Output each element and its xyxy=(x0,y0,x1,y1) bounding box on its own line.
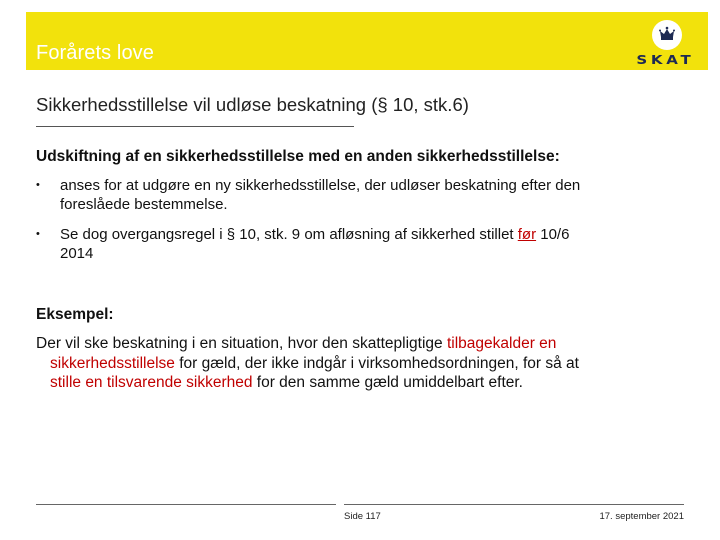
example-text: Der vil ske beskatning i en situation, hvor den skattepligtige xyxy=(36,335,447,352)
example-line xyxy=(36,373,686,393)
footer-divider xyxy=(36,504,336,505)
slide-subtitle: Sikkerhedsstillelse vil udløse beskatning (§ 10, stk.6) xyxy=(36,94,469,115)
bullet-text-line: foreslåede bestemmelse. xyxy=(60,196,228,213)
list-item xyxy=(36,176,696,214)
bullet-icon: • xyxy=(36,228,40,240)
highlight-text: sikkerhedsstillelse xyxy=(50,354,175,372)
slide-title: Forårets love xyxy=(36,42,155,64)
footer-date: 17. september 2021 xyxy=(599,511,684,522)
highlight-text: før xyxy=(517,226,537,243)
subtitle-divider xyxy=(36,126,354,127)
crown-icon xyxy=(652,20,682,50)
example-text: for den samme gæld umiddelbart efter. xyxy=(252,374,523,391)
bullet-list xyxy=(36,176,696,274)
header-band xyxy=(26,12,708,70)
bullet-text: Se dog overgangsregel i § 10, stk. 9 om afløsning af sikkerhed stillet xyxy=(60,226,518,243)
logo-wordmark: SKAT xyxy=(635,53,694,67)
list-item xyxy=(36,225,696,263)
example-text: for gæld, der ikke indgår i virksomhedsordningen, for så at xyxy=(174,354,579,372)
highlight-text: stille en tilsvarende sikkerhed xyxy=(50,374,253,391)
example-line xyxy=(36,354,686,374)
example-heading: Eksempel: xyxy=(36,306,114,323)
footer-divider xyxy=(344,504,684,505)
page-number: Side 117 xyxy=(344,511,381,522)
bullet-text-line: anses for at udgøre en ny sikkerhedsstillelse, der udløser beskatning efter den xyxy=(60,177,581,194)
bullet-icon: • xyxy=(36,179,40,191)
skat-logo xyxy=(616,20,694,66)
example-paragraph xyxy=(36,334,686,393)
section-heading: Udskiftning af en sikkerhedsstillelse med en anden sikkerhedsstillelse: xyxy=(36,148,560,165)
highlight-text: tilbagekalder en xyxy=(446,335,557,352)
bullet-text: 10/6 xyxy=(536,226,570,243)
bullet-text-line: 2014 xyxy=(60,245,94,262)
